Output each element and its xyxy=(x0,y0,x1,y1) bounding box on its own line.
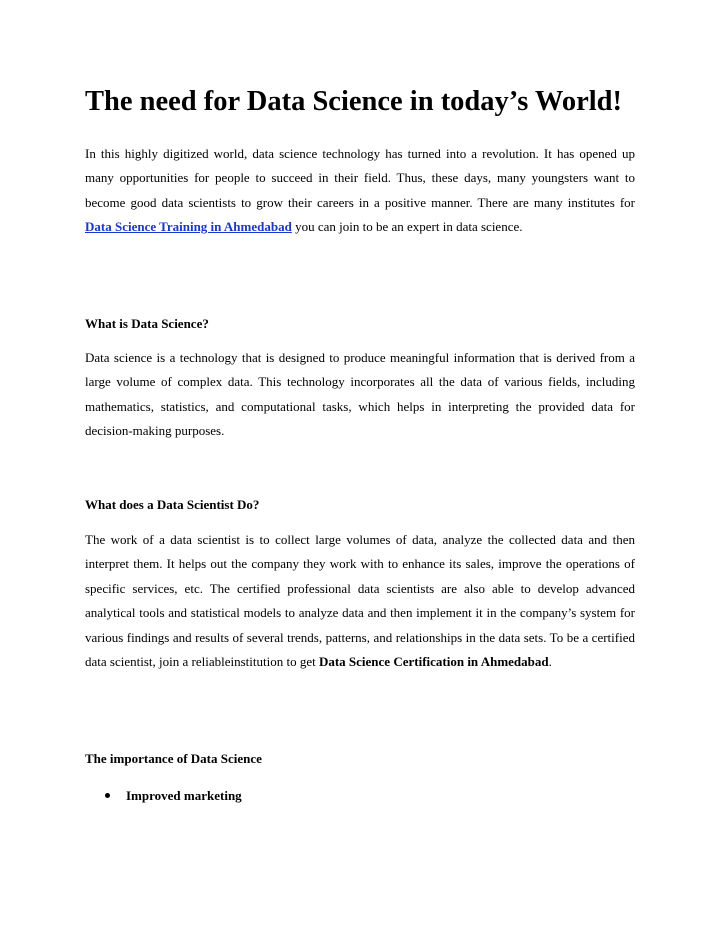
intro-paragraph xyxy=(85,142,635,240)
certification-keyword: Data Science Certification in Ahmedabad xyxy=(318,654,549,670)
list-item xyxy=(85,786,242,806)
section-body-what-is-data-science: Data science is a technology that is designed to produce meaningful information that is derived from a large volume of complex data. This technology incorporates all the data of various fields, including mathematics, statistics, and computational tasks, which helps in interpreting the provided data for decision-making purposes. xyxy=(85,350,635,439)
data-science-training-link[interactable]: Data Science Training in Ahmedabad xyxy=(85,219,292,235)
importance-bullet-list xyxy=(85,786,242,806)
bullet-icon xyxy=(105,793,110,798)
list-item-label: Improved marketing xyxy=(126,788,242,803)
section-heading-what-is-data-science: What is Data Science? xyxy=(85,316,209,331)
section-body-end: . xyxy=(548,654,552,670)
section-heading-what-does-data-scientist-do: What does a Data Scientist Do? xyxy=(85,497,260,512)
section-body-text: The work of a data scientist is to collect large volumes of data, analyze the collected data and then interpret them. It helps out the company they work with to enhance its sales, improve the operations of specific services, etc. The certified professional data scientists are also able to develop advanced analytical tools and statistical models to analyze data and then implement it in the company’s system for various findings and results of several trends, patterns, and relationships in the data sets. To be a certified data scientist, join a reliableinstitution to get xyxy=(85,532,635,670)
section-heading-importance: The importance of Data Science xyxy=(85,751,262,766)
intro-text-end: you can join to be an expert in data science. xyxy=(291,219,523,235)
intro-text: In this highly digitized world, data science technology has turned into a revolution. It has opened up many opportunities for people to succeed in their field. Thus, these days, many youngsters want to become good data scientists to grow their careers in a positive manner. There are many institutes for xyxy=(85,146,635,210)
page-title: The need for Data Science in today’s World! xyxy=(85,86,623,117)
section-body-what-does-data-scientist-do xyxy=(85,528,635,674)
